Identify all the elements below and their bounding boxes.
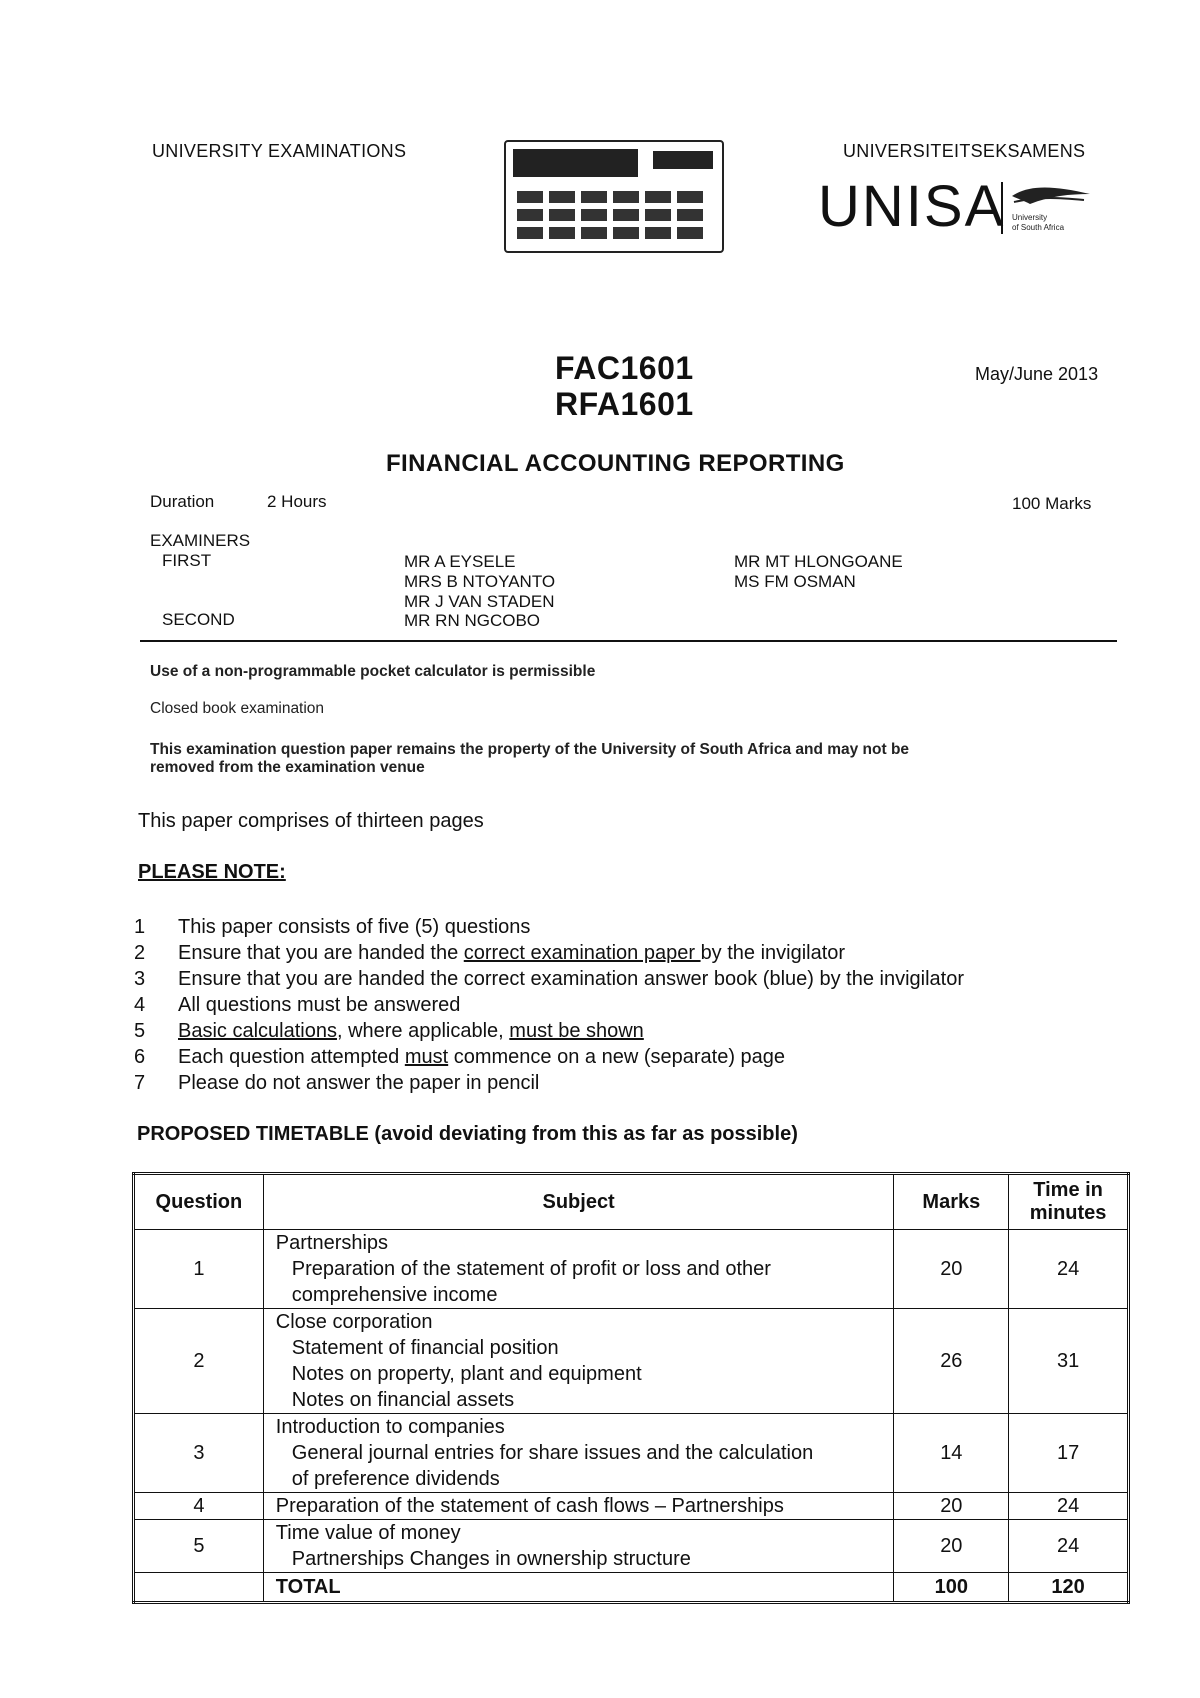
course-code-1: FAC1601 [555,350,694,386]
table-row [134,1230,1129,1309]
list-item: 4 All questions must be answered [134,994,461,1016]
list-item: 5 Basic calculations, where applicable, must be shown [134,1020,644,1042]
subject-cell: Partnerships Preparation of the statement of profit or loss and other comprehensive income [263,1230,894,1309]
column-header: Marks [894,1174,1009,1230]
column-header: Question [134,1174,264,1230]
duration-label: Duration [150,492,215,511]
examiner-name: MR MT HLONGOANE [734,552,903,571]
table-row [134,1493,1129,1520]
notice-property-line2: removed from the examination venue [150,759,425,776]
timetable-table [132,1172,1130,1604]
unisa-wordmark: UNISA [818,174,1006,239]
calculator-icon [503,139,725,254]
table-row [134,1414,1129,1493]
svg-text:University: University [1012,213,1048,222]
table-header-row [134,1174,1129,1230]
notes-list [134,914,964,1096]
time-cell: 24 [1009,1230,1129,1309]
divider [140,640,1117,642]
question-number: 2 [134,1309,264,1414]
course-code-2: RFA1601 [555,386,694,422]
note-text: This paper consists of five (5) questions [178,916,531,938]
table-total-row [134,1573,1129,1603]
subject-cell: Preparation of the statement of cash flows – Partnerships [263,1493,894,1520]
time-cell: 31 [1009,1309,1129,1414]
page-count-text: This paper comprises of thirteen pages [138,810,484,832]
marks-cell: 26 [894,1309,1009,1414]
examiner-second-name: MR RN NGCOBO [404,611,540,630]
column-header: Time in minutes [1009,1174,1129,1230]
question-number: 1 [134,1230,264,1309]
notice-property-line1: This examination question paper remains the property of the University of South Africa and may not be [150,741,910,758]
total-label: TOTAL [263,1573,894,1603]
please-note-heading: PLEASE NOTE: [138,861,286,883]
question-number: 4 [134,1493,264,1520]
time-cell: 24 [1009,1520,1129,1573]
total-time-cell: 120 [1009,1573,1129,1603]
examiners-second-label: SECOND [162,610,235,629]
note-text: All questions must be answered [178,994,461,1016]
exam-title: FINANCIAL ACCOUNTING REPORTING [386,450,845,477]
time-cell: 17 [1009,1414,1129,1493]
duration-value: 2 Hours [267,492,327,511]
question-number: 3 [134,1414,264,1493]
marks-cell: 20 [894,1520,1009,1573]
list-item: 2 Ensure that you are handed the correct examination paper by the invigilator [134,942,846,964]
examiner-name: MR J VAN STADEN [404,592,555,611]
list-item: 3 Ensure that you are handed the correct examination answer book (blue) by the invigilator [134,968,965,990]
notice-calculator: Use of a non-programmable pocket calculator is permissible [150,663,596,680]
column-header: Subject [263,1174,894,1230]
total-marks: 100 Marks [1012,494,1092,513]
question-number: 5 [134,1520,264,1573]
examiners-first-col1 [404,552,555,612]
examiner-name: MRS B NTOYANTO [404,572,556,591]
time-cell: 24 [1009,1493,1129,1520]
list-item: 7 Please do not answer the paper in pencil [134,1072,540,1094]
subject-cell: Time value of money Partnerships Changes in ownership structure [263,1520,894,1573]
subject-cell: Close corporation Statement of financial position Notes on property, plant and equipment Notes on financial assets [263,1309,894,1414]
note-text: Ensure that you are handed the correct examination paper by the invigilator [178,942,846,964]
marks-cell: 20 [894,1493,1009,1520]
header-left-title: UNIVERSITY EXAMINATIONS [152,141,407,161]
note-text: Ensure that you are handed the correct examination answer book (blue) by the invigilator [178,968,965,990]
marks-cell: 14 [894,1414,1009,1493]
note-text: Basic calculations, where applicable, must be shown [178,1020,644,1042]
examiners-first-col2 [734,552,903,592]
subject-cell: Introduction to companies General journal entries for share issues and the calculation of preference dividends [263,1414,894,1493]
table-row [134,1309,1129,1414]
notice-closed-book: Closed book examination [150,700,325,717]
unisa-logo-icon [1000,180,1096,236]
total-marks-cell: 100 [894,1573,1009,1603]
examiner-name: MR A EYSELE [404,552,516,571]
header-right-title: UNIVERSITEITSEKSAMENS [843,141,1086,161]
list-item: 6 Each question attempted must commence on a new (separate) page [134,1046,786,1068]
examiners-first-label: FIRST [162,551,212,570]
list-item: 1 This paper consists of five (5) questions [134,916,531,938]
marks-cell: 20 [894,1230,1009,1309]
timetable-heading: PROPOSED TIMETABLE (avoid deviating from this as far as possible) [137,1123,798,1145]
examiners-label: EXAMINERS [150,531,251,550]
examiner-name: MS FM OSMAN [734,572,856,591]
note-text: Please do not answer the paper in pencil [178,1072,540,1094]
exam-date: May/June 2013 [975,364,1099,384]
note-text: Each question attempted must commence on a new (separate) page [178,1046,786,1068]
svg-text:of South Africa: of South Africa [1012,223,1065,232]
table-row [134,1520,1129,1573]
